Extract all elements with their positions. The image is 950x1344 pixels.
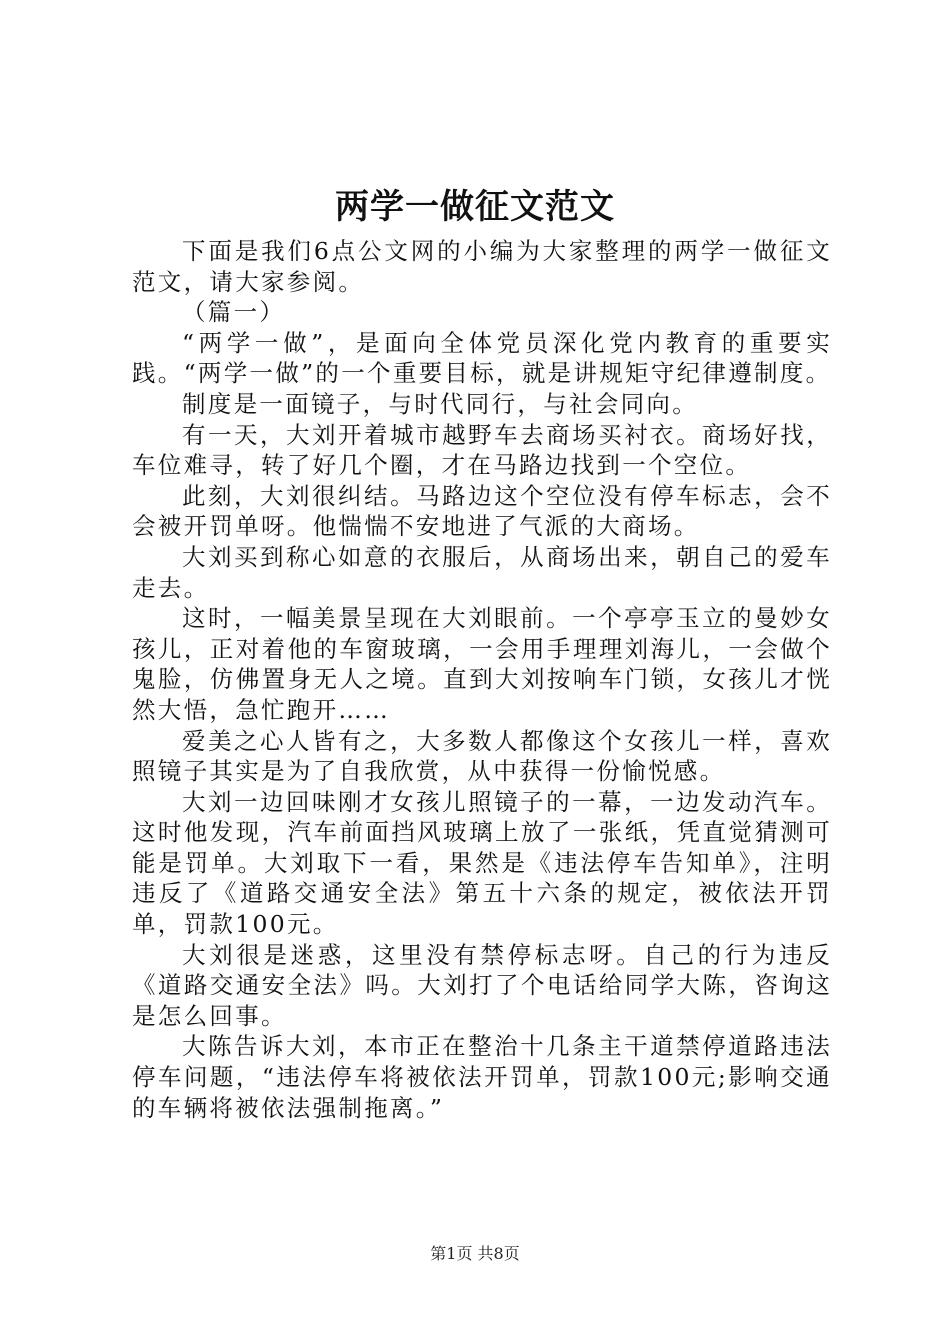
paragraph: 此刻，大刘很纠结。马路边这个空位没有停车标志，会不会被开罚单呀。他惴惴不安地进了气派的大商场。 [132, 481, 832, 541]
paragraph: “两学一做”，是面向全体党员深化党内教育的重要实践。“两学一做”的一个重要目标，就是讲规矩守纪律遵制度。 [132, 328, 832, 388]
paragraph-intro: 下面是我们6点公文网的小编为大家整理的两学一做征文范文，请大家参阅。 [132, 237, 832, 296]
document-title: 两学一做征文范文 [335, 187, 615, 227]
page-footer: 第1页 共8页 [430, 1244, 520, 1263]
paragraph-section-label: （篇一） [182, 298, 286, 327]
paragraph: 爱美之心人皆有之，大多数人都像这个女孩儿一样，喜欢照镜子其实是为了自我欣赏，从中获得一份愉悦感。 [132, 726, 832, 786]
paragraph: 这时，一幅美景呈现在大刘眼前。一个亭亭玉立的曼妙女孩儿，正对着他的车窗玻璃，一会用手理理刘海儿，一会做个鬼脸，仿佛置身无人之境。直到大刘按响车门锁，女孩儿才恍然大悟，急忙跑开…… [132, 604, 832, 724]
document-body [132, 236, 832, 1123]
paragraph: 制度是一面镜子，与时代同行，与社会同向。 [182, 389, 698, 418]
paragraph: 大刘很是迷惑，这里没有禁停标志呀。自己的行为违反《道路交通安全法》吗。大刘打了个电话给同学大陈，咨询这是怎么回事。 [132, 940, 832, 1030]
paragraph: 有一天，大刘开着城市越野车去商场买衬衣。商场好找，车位难寻，转了好几个圈，才在马路边找到一个空位。 [132, 420, 832, 480]
paragraph: 大刘买到称心如意的衣服后，从商场出来，朝自己的爱车走去。 [132, 542, 832, 602]
paragraph: 大刘一边回味刚才女孩儿照镜子的一幕，一边发动汽车。这时他发现，汽车前面挡风玻璃上放了一张纸，凭直觉猜测可能是罚单。大刘取下一看，果然是《违法停车告知单》，注明违反了《道路交通安全法》第五十六条的规定，被依法开罚单，罚款100元。 [132, 787, 832, 939]
paragraph: 大陈告诉大刘，本市正在整治十几条主干道禁停道路违法停车问题，“违法停车将被依法开罚单，罚款100元;影响交通的车辆将被依法强制拖离。” [132, 1032, 832, 1122]
